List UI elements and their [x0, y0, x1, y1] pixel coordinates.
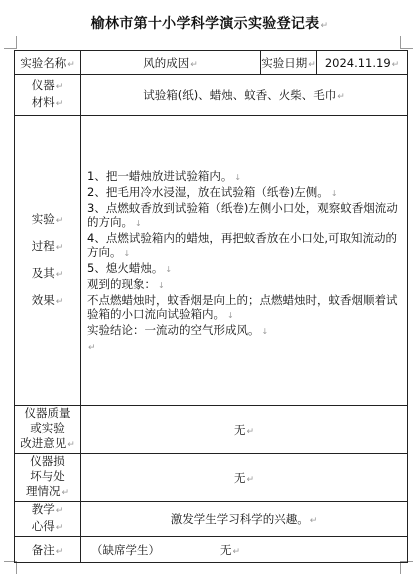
paragraph-mark-icon: ↵	[309, 516, 318, 526]
experiment-name-label: 实验名称	[20, 55, 67, 70]
quality-label-line: 仪器质量	[24, 406, 71, 420]
process-line-text: 2、把毛用冷水浸湿，放在试验箱（纸卷)左侧。	[87, 185, 329, 199]
line-break-arrow-icon: ↓	[123, 249, 131, 258]
damage-label-line: 坏与处	[30, 469, 65, 483]
paragraph-mark-icon: ↵	[337, 92, 345, 102]
teaching-value-cell[interactable]	[81, 502, 408, 537]
paragraph-mark-icon: ↵	[55, 99, 64, 109]
experiment-name-label-cell	[15, 51, 81, 75]
process-line-text: 实验结论：一流动的空气形成风。	[87, 323, 260, 337]
row-damage	[15, 454, 408, 502]
process-line	[87, 261, 401, 277]
experiment-date-value: 2024.11.19	[324, 55, 391, 70]
line-break-arrow-icon: ↓	[165, 265, 173, 274]
paragraph-mark-icon: ↵	[67, 59, 75, 70]
quality-value: 无	[233, 422, 246, 437]
paragraph-mark-icon: ↵	[320, 21, 329, 31]
crop-mark-top-right	[400, 36, 413, 49]
process-line	[87, 185, 401, 201]
experiment-name-value: 风的成因	[143, 55, 190, 70]
line-break-arrow-icon: ↓	[330, 189, 338, 198]
line-break-arrow-icon: ↓	[261, 327, 269, 336]
process-line	[87, 323, 401, 339]
materials-value: 试验箱(纸)、蜡烛、蚊香、火柴、毛巾	[143, 88, 337, 102]
row-remarks	[15, 537, 408, 563]
process-content-cell[interactable]	[81, 116, 408, 406]
experiment-date-label-cell	[261, 51, 317, 75]
process-line-text: 4、点燃试验箱内的蜡烛，再把蚊香放在小口处,可取知流动的方向。	[87, 231, 397, 259]
process-content	[81, 116, 407, 355]
process-line	[87, 231, 401, 261]
paragraph-mark-icon: ↵	[55, 296, 64, 307]
paragraph-mark-icon: ↵	[391, 59, 400, 70]
row-materials	[15, 75, 408, 116]
damage-value: 无	[233, 470, 246, 485]
process-line	[87, 277, 401, 293]
teaching-label-cell	[15, 502, 81, 537]
process-line	[87, 169, 401, 185]
process-label-cell	[15, 116, 81, 406]
experiment-name-value-cell[interactable]	[81, 51, 261, 75]
row-quality	[15, 406, 408, 454]
paragraph-mark-icon: ↵	[55, 242, 64, 253]
process-label-line: 实验	[31, 211, 55, 226]
materials-label-line: 仪器	[31, 78, 55, 92]
line-break-arrow-icon: ↓	[158, 281, 165, 290]
process-line-text: 1、把一蜡烛放进试验箱内。	[87, 169, 233, 183]
paragraph-mark-icon: ↵	[88, 343, 96, 353]
process-line	[87, 201, 401, 231]
paragraph-mark-icon: ↵	[61, 488, 70, 498]
teaching-value: 激发学生学习科学的兴趣。	[170, 512, 309, 526]
experiment-register-table	[14, 50, 408, 563]
row-process	[15, 116, 408, 406]
teaching-label-line: 教学	[31, 502, 55, 516]
remarks-content	[81, 542, 407, 558]
process-line-text: 5、熄火蜡烛。	[87, 261, 164, 275]
quality-label-line: 或实验	[30, 421, 65, 435]
experiment-date-label: 实验日期	[261, 55, 308, 70]
line-break-arrow-icon: ↓	[135, 219, 142, 228]
process-line-text: 3、点燃蚊香放到试验箱（纸卷)左侧小口处，观察蚊香烟流动的方向。	[87, 201, 398, 229]
remarks-label-cell	[15, 537, 81, 563]
paragraph-mark-icon: ↵	[232, 546, 241, 557]
document-title	[0, 13, 419, 33]
absent-students-label: （缺席学生）	[91, 542, 160, 557]
damage-value-cell[interactable]	[81, 454, 408, 502]
remarks-value-cell[interactable]	[81, 537, 408, 563]
paragraph-mark-icon: ↵	[55, 546, 64, 557]
process-label-line: 效果	[31, 292, 55, 307]
process-label-line: 及其	[31, 265, 55, 280]
damage-label-cell	[15, 454, 81, 502]
experiment-date-value-cell[interactable]	[317, 51, 408, 75]
materials-label-line: 材料	[31, 95, 55, 109]
paragraph-mark-icon: ↵	[308, 59, 316, 70]
damage-label-line: 理情况	[25, 484, 61, 498]
paragraph-mark-icon: ↵	[67, 440, 75, 450]
process-line-text: 不点燃蜡烛时，蚊香烟是向上的；点燃蜡烛时，蚊香烟顺着试验箱的小口流向试验箱内。	[87, 293, 398, 321]
materials-label-cell	[15, 75, 81, 116]
teaching-label-line: 心得	[31, 519, 55, 533]
row-experiment-name	[15, 51, 408, 75]
process-label-line: 过程	[31, 238, 55, 253]
line-break-arrow-icon: ↓	[234, 173, 242, 182]
paragraph-mark-icon: ↵	[246, 426, 255, 437]
absent-students-value: 无	[220, 542, 232, 557]
quality-value-cell[interactable]	[81, 406, 408, 454]
paragraph-mark-icon: ↵	[190, 59, 198, 70]
quality-label-line: 改进意见	[20, 436, 67, 450]
quality-label-cell	[15, 406, 81, 454]
line-break-arrow-icon: ↓	[227, 311, 234, 320]
document-title-text: 榆林市第十小学科学演示实验登记表	[90, 16, 320, 32]
process-end-mark	[87, 339, 401, 355]
crop-mark-top-left	[4, 36, 17, 49]
paragraph-mark-icon: ↵	[55, 506, 64, 516]
remarks-label: 备注	[31, 542, 55, 557]
paragraph-mark-icon: ↵	[55, 523, 64, 533]
paragraph-mark-icon: ↵	[55, 215, 64, 226]
damage-label-line: 仪器损	[30, 454, 65, 468]
paragraph-mark-icon: ↵	[55, 269, 64, 280]
process-line-text: 观到的现象：	[87, 277, 156, 291]
materials-value-cell[interactable]	[81, 75, 408, 116]
paragraph-mark-icon: ↵	[246, 474, 255, 485]
paragraph-mark-icon: ↵	[55, 82, 64, 92]
process-line	[87, 293, 401, 323]
row-teaching	[15, 502, 408, 537]
